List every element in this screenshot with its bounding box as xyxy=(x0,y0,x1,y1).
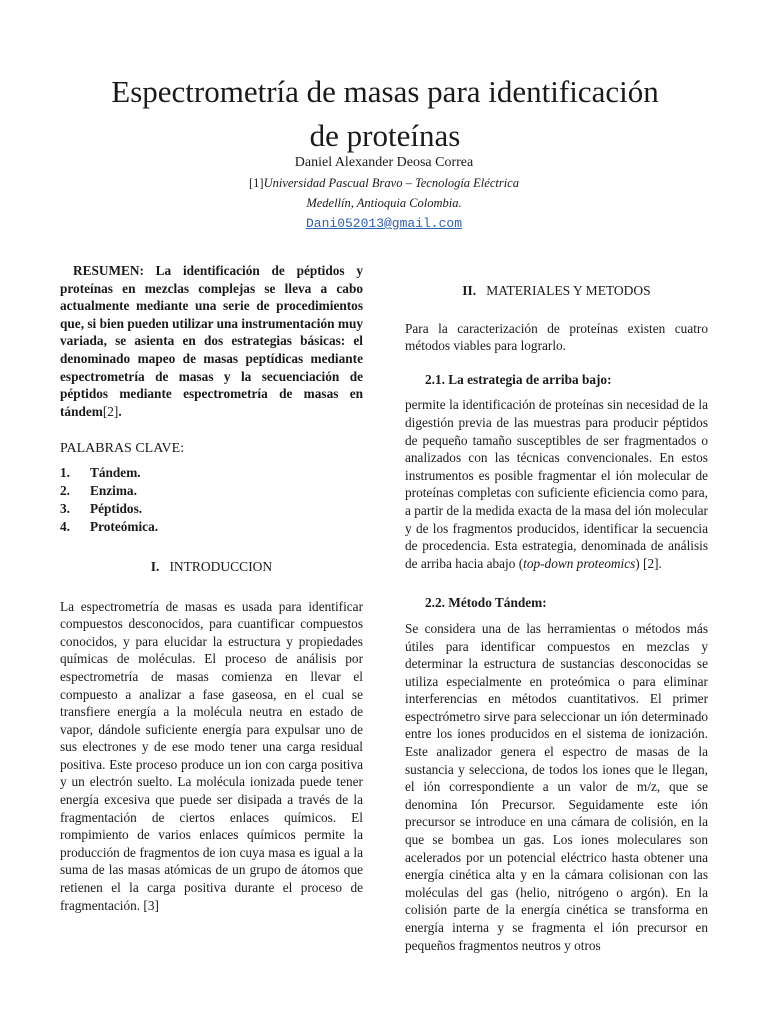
left-column xyxy=(60,262,363,914)
top-down-italic-term: top-down proteomics xyxy=(523,555,636,571)
affiliation-marker: [1] xyxy=(249,176,264,190)
subsection-heading-top-down: 2.1. La estrategia de arriba bajo: xyxy=(425,371,612,387)
section-number: I. xyxy=(150,558,160,574)
right-column xyxy=(405,262,708,954)
subsection-heading-tandem: 2.2. Método Tándem: xyxy=(425,595,547,611)
keyword-label: Enzima. xyxy=(90,482,137,498)
keyword-number: 2. xyxy=(60,482,70,498)
keyword-number: 3. xyxy=(60,500,70,516)
section-heading-introduction xyxy=(60,558,363,576)
top-down-text-a: permite la identificación de proteínas sin necesidad de la digestión previa de las muestras para producir péptidos de pequeño tamaño susceptibles de ser fragmentados o analizados con las técnicas convencionales. En estos instrumentos es posible fragmentar el ión molecular de proteínas completas con suficiente eficiencia como para, a partir de la medida exacta de la masa del ión molecular y de los fragmentos producidos, identificar la secuencia de procedencia. Esta estrategia, denominada de análisis de arriba hacia abajo ( xyxy=(405,397,708,571)
methods-intro-text: Para la caracterización de proteínas existen cuatro métodos viables para lograrlo. xyxy=(405,320,708,354)
affiliation-name: Universidad Pascual Bravo – Tecnología Eléctrica xyxy=(263,176,519,190)
title-line-2: de proteínas xyxy=(309,118,461,153)
keyword-label: Péptidos. xyxy=(90,500,143,516)
keywords-list xyxy=(60,464,363,536)
location-text: Medellín, Antioquia Colombia. xyxy=(306,196,462,210)
keyword-item xyxy=(60,482,363,500)
section-title: INTRODUCCION xyxy=(169,558,273,574)
top-down-text-b: ) [2]. xyxy=(635,555,662,571)
author-name: Daniel Alexander Deosa Correa xyxy=(294,155,474,170)
top-down-text xyxy=(405,396,708,572)
keyword-number: 1. xyxy=(60,464,70,480)
keyword-number: 4. xyxy=(60,518,70,534)
keyword-label: Tándem. xyxy=(90,464,141,480)
abstract-end: . xyxy=(118,403,122,419)
abstract-citation: [2] xyxy=(102,403,119,419)
keyword-item xyxy=(60,500,363,518)
section-number: II. xyxy=(462,283,477,298)
tandem-text: Se considera una de las herramientas o métodos más útiles para identificar compuestos en mezclas y determinar la estructura de sustancias desconocidas se utiliza especialmente en proteómica o para eliminar interferencias en métodos cuantitativos. El primer espectrómetro sirve para seleccionar un ión determinado entre los iones producidos en el sistema de ionización. Este analizador genera el espectro de masas de la sustancia y selecciona, de todos los iones que le llegan, el ión correspondiente a un valor de m/z, que se denomina Ión Precursor. Seguidamente este ión precursor se introduce en una cámara de colisión, en la que se bombea un gas. Los iones moleculares son acelerados por un potencial eléctrico hasta obtener una energía cinética alta y en la cámara colisionan con las moléculas del gas (helio, nitrógeno o argón). En la colisión parte de la energía cinética se transforma en energía interna y se fragmenta el ión precursor en pequeños fragmentos neutros y otros xyxy=(405,620,708,953)
affiliation xyxy=(0,173,768,193)
keywords-heading: PALABRAS CLAVE: xyxy=(60,441,185,457)
section-heading-methods xyxy=(405,282,708,300)
abstract xyxy=(60,262,363,420)
author-email-link[interactable]: Dani052013@gmail.com xyxy=(305,216,463,231)
title-line-1: Espectrometría de masas para identificación xyxy=(111,74,659,109)
location xyxy=(0,193,768,213)
introduction-text: La espectrometría de masas es usada para identificar compuestos desconocidos, para cuantificar compuestos conocidos, y para elucidar la estructura y propiedades químicas de moléculas. El proceso de análisis por espectrometría de masas comienza en llevar el compuesto a analizar a fase gaseosa, en el cual se transfiere energía a la molécula neutra en estado de vapor, dándole suficiente energía para expulsar uno de sus electrones y de ese modo tener una carga residual positiva. Este proceso produce un ion con carga positiva y un electrón suelto. La molécula ionizada puede tener energía excesiva que puede ser disipada a través de la fragmentación de ciertos enlaces químicos. El rompimiento de varios enlaces químicos permite la producción de fragmentos de ion cuya masa es igual a la suma de las masas atómicas de un grupo de átomos que retienen el la carga positiva durante el proceso de fragmentación. [3] xyxy=(60,598,363,913)
section-title: MATERIALES Y METODOS xyxy=(486,283,651,298)
abstract-text: RESUMEN: La identificación de péptidos y proteínas en mezclas complejas se lleva a cabo actualmente mediante una serie de procedimientos que, si bien pueden utilizar una instrumentación muy variada, se asienta en dos estrategias básicas: el denominado mapeo de masas peptídicas mediante espectrometría de masas y la secuenciación de péptidos mediante espectrometría de masas en tándem xyxy=(60,263,363,419)
paper-title xyxy=(60,70,710,158)
keyword-label: Proteómica. xyxy=(90,518,159,534)
author-block xyxy=(0,153,768,235)
email-line xyxy=(0,213,768,235)
keyword-item xyxy=(60,518,363,536)
keyword-item xyxy=(60,464,363,482)
